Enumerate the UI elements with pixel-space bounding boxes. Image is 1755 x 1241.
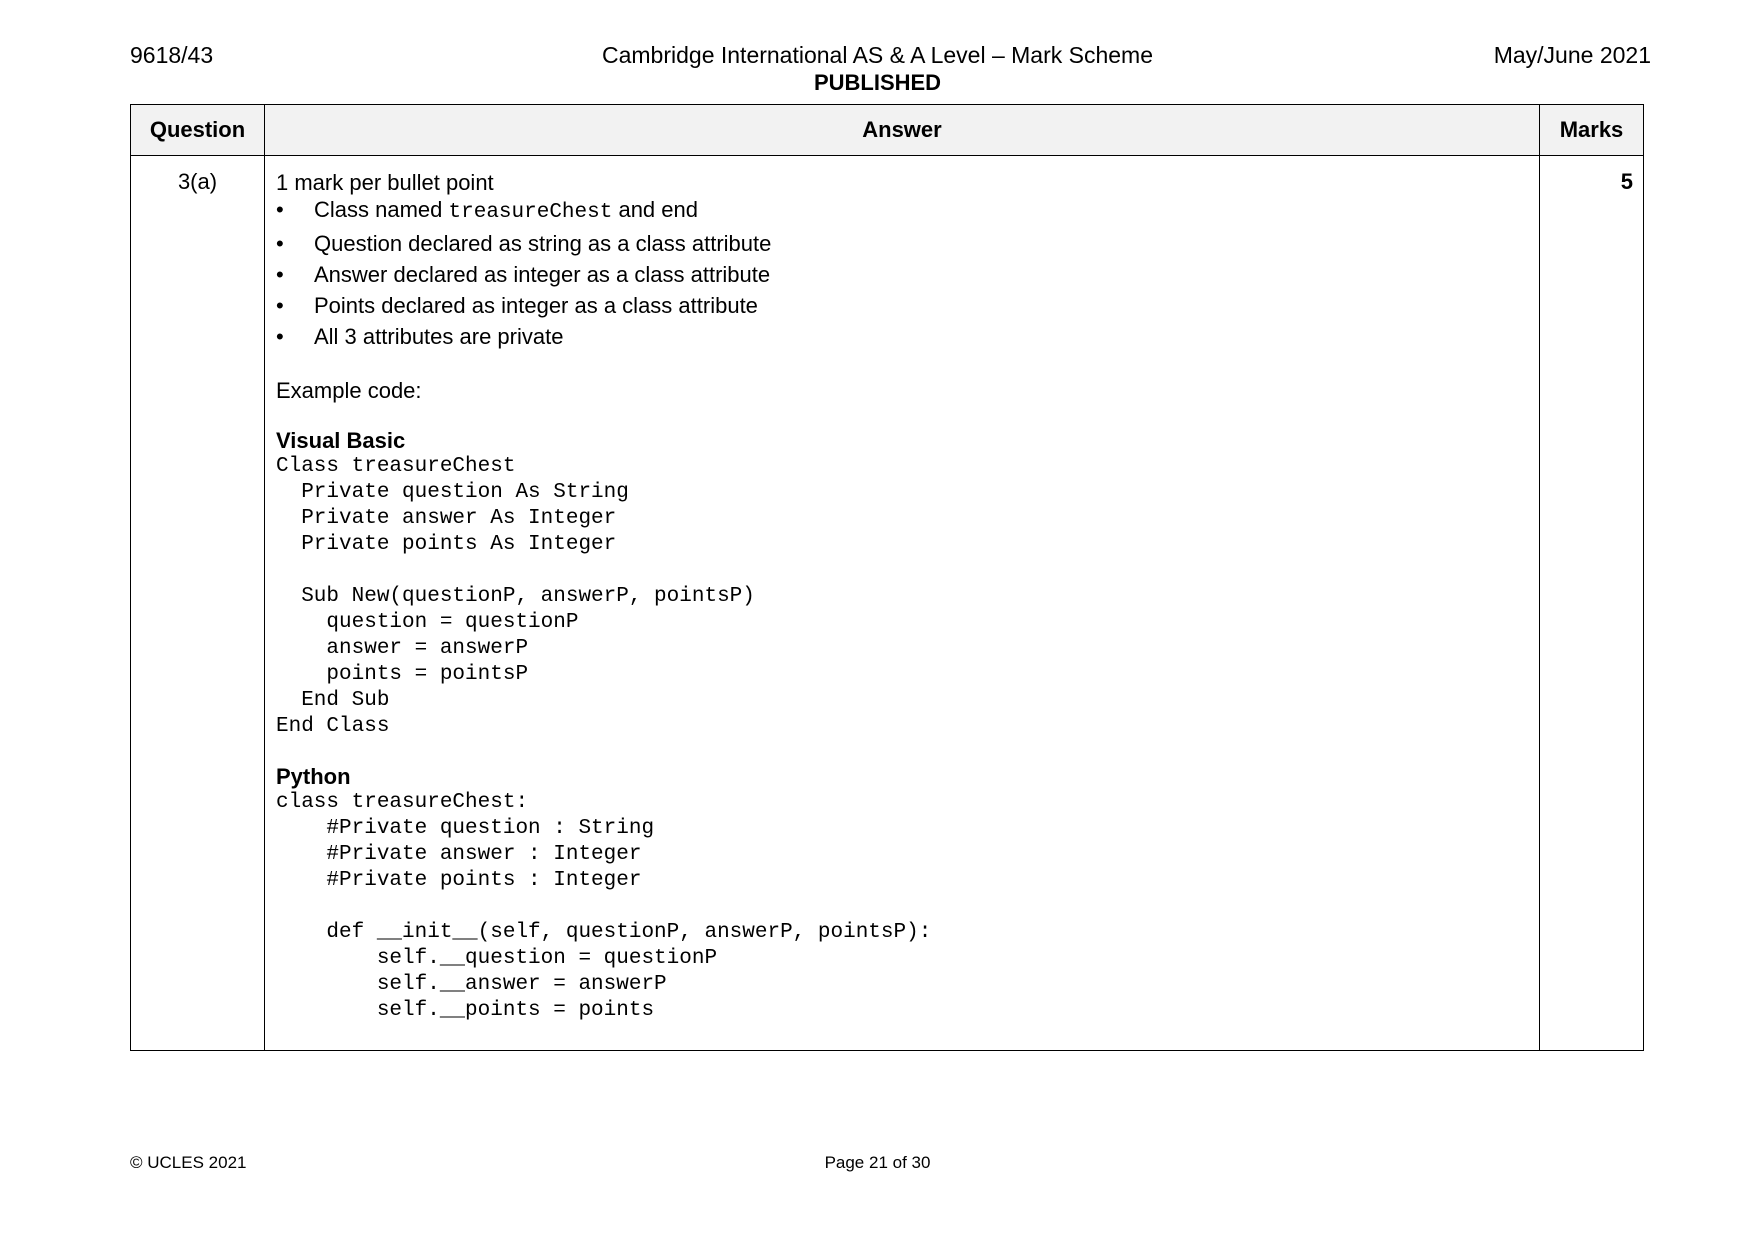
bullet-icon: • [276,293,284,318]
question-number: 3(a) [131,156,265,1051]
marking-point [276,196,1529,226]
code-block-python: class treasureChest: #Private question : String #Private answer : Integer #Private points : Integer def __init__(self, questionP, answerP, pointsP): self.__question = questionP self.__answer = answerP self.__points = points [276,791,932,1022]
column-header-marks: Marks [1540,105,1644,156]
bullet-icon: • [276,231,284,256]
example-code-label: Example code: [276,378,422,403]
paper-code: 9618/43 [130,42,214,68]
marking-point-text: Question declared as string as a class attribute [314,231,772,256]
answer-cell [265,156,1540,1051]
bullet-icon: • [276,197,284,222]
table-header-row [131,105,1644,156]
marking-point [276,292,1529,319]
marking-point-text: Class named [314,197,449,222]
marks-value: 5 [1540,156,1644,1051]
column-header-answer: Answer [265,105,1540,156]
marking-point-text: All 3 attributes are private [314,324,564,349]
marking-instruction: 1 mark per bullet point [276,170,494,195]
document-header [0,42,1755,96]
marking-point [276,261,1529,288]
column-header-question: Question [131,105,265,156]
class-name-code: treasureChest [448,201,613,224]
marking-point-text: Answer declared as integer as a class attribute [314,262,771,287]
marking-point [276,323,1529,350]
marking-point-text: Points declared as integer as a class attribute [314,293,758,318]
bullet-icon: • [276,324,284,349]
page-number: Page 21 of 30 [824,1153,931,1172]
mark-scheme-table [130,104,1644,1051]
marking-point [276,230,1529,257]
exam-session: May/June 2021 [1493,42,1651,68]
document-title: Cambridge International AS & A Level – Mark Scheme [601,42,1154,68]
marking-points-list [276,196,1529,350]
bullet-icon: • [276,262,284,287]
copyright-notice: © UCLES 2021 [130,1153,247,1172]
document-status: PUBLISHED [813,70,942,95]
language-heading-visual-basic: Visual Basic [276,428,406,453]
code-block-visual-basic: Class treasureChest Private question As String Private answer As Integer Private points As Integer Sub New(questionP, answerP, pointsP) question = questionP answer = answerP points = pointsP End Sub End Class [276,455,755,738]
table-row [131,156,1644,1051]
marking-point-text: and end [612,197,698,222]
language-heading-python: Python [276,764,351,789]
